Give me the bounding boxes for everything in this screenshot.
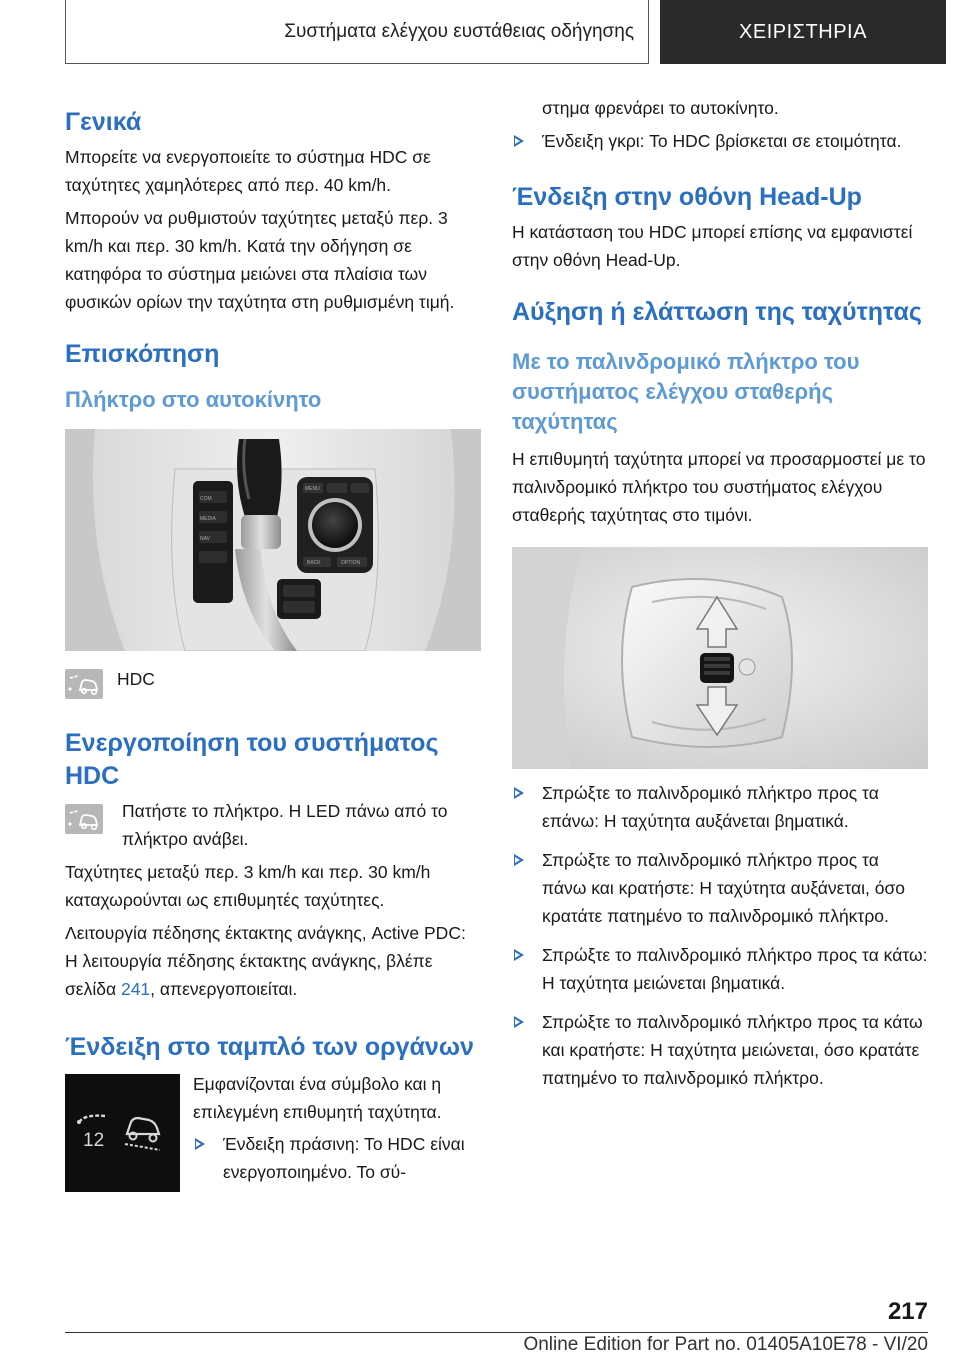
bullet-grey-indicator (512, 127, 928, 155)
header-section-box (65, 0, 649, 64)
header-section-title: Συστήματα ελέγχου ευστάθειας οδήγησης (284, 20, 634, 42)
console-label-back: BACK (307, 560, 321, 566)
cluster-speed-number: 12 (83, 1130, 105, 1151)
left-column (65, 98, 481, 1192)
heading-general: Γενικά (65, 108, 142, 136)
footer-edition: Online Edition for Part no. 01405A10E78 - VI/20 (523, 1334, 928, 1355)
bullet-push-up (512, 779, 928, 835)
paragraph-rocker: Η επιθυμητή ταχύτητα μπορεί να προσαρμοστεί με το παλινδρομικό πλήκτρο του συστήματος ελέγχου σταθερής ταχύτητας στο τιμόνι. (512, 449, 926, 525)
paragraph-general-2: Μπορούν να ρυθμιστούν ταχύτητες μεταξύ περ. 3 km/h και περ. 30 km/h. Κατά την οδήγηση σε κατηφόρα το σύστημα μειώνει στα πλαίσια των φυσικών ορίων την ταχύτητα στη ρυθμισμένη τιμή. (65, 208, 455, 312)
bullet-grey-text: Ένδειξη γκρι: Το HDC βρίσκεται σε ετοιμότητα. (542, 131, 902, 151)
footer-divider (65, 1332, 928, 1333)
emergency-text-a: Λειτουργία πέδησης έκτακτης ανάγκης, Active PDC: Η λειτουργία πέδησης έκτακτης ανάγκης, βλέπε σελίδα (65, 923, 466, 999)
hill-descent-car-icon (65, 669, 103, 699)
page-link-241[interactable]: 241 (120, 979, 151, 999)
bullet-push-down (512, 941, 928, 997)
heading-activate-hdc: Ενεργοποίηση του συστήματος HDC (65, 729, 439, 790)
center-console-illustration (65, 429, 481, 651)
heading-headup: Ένδειξη στην οθόνη Head-Up (512, 183, 862, 211)
heading-overview: Επισκόπηση (65, 340, 220, 368)
hdc-label: HDC (117, 669, 155, 689)
bullet-push-up-hold-text: Σπρώξτε το παλινδρομικό πλήκτρο προς τα πάνω και κρατήστε: Η ταχύτητα αυξάνεται, όσο κρατάτε πατημένο το παλινδρομικό πλήκτρο. (542, 850, 906, 926)
header-chapter-title: ΧΕΙΡΙΣΤΗΡΙΑ (739, 20, 867, 43)
cluster-row (65, 1074, 481, 1192)
cluster-hdc-symbol (65, 1074, 180, 1192)
paragraph-continued: στημα φρενάρει το αυτοκίνητο. (542, 98, 779, 118)
cluster-text (193, 1070, 481, 1186)
steering-wheel-illustration (512, 547, 928, 769)
steering-wheel-rocker-image (512, 547, 928, 769)
hdc-label-row (65, 669, 481, 699)
bullet-push-down-hold-text: Σπρώξτε το παλινδρομικό πλήκτρο προς τα κάτω και κρατήστε: Η ταχύτητα μειώνεται, όσο κρατάτε πατημένο το παλινδρομικό πλήκτρο. (542, 1012, 923, 1088)
rocker-bullets (512, 779, 928, 1092)
triangle-bullet-icon (514, 1016, 524, 1028)
paragraph-headup: Η κατάσταση του HDC μπορεί επίσης να εμφανιστεί στην οθόνη Head-Up. (512, 222, 913, 270)
triangle-bullet-icon (195, 1138, 205, 1150)
console-label-com: COM (200, 496, 212, 502)
paragraph-press-button: Πατήστε το πλήκτρο. Η LED πάνω από το πλήκτρο ανάβει. (122, 801, 448, 849)
triangle-bullet-icon (514, 787, 524, 799)
paragraph-desired-speeds: Ταχύτητες μεταξύ περ. 3 km/h και περ. 30 km/h καταχωρούνται ως επιθυμητές ταχύτητες. (65, 862, 431, 910)
center-console-image (65, 429, 481, 651)
hill-descent-car-icon (65, 804, 103, 834)
page-number: 217 (887, 1298, 928, 1325)
press-button-row (65, 801, 481, 853)
paragraph-symbol-shown: Εμφανίζονται ένα σύμβολο και η επιλεγμένη επιθυμητή ταχύτητα. (193, 1074, 442, 1122)
bullet-green-text: Ένδειξη πράσινη: Το HDC είναι ενεργοποιημένο. Το σύ- (223, 1134, 465, 1182)
heading-instrument-cluster: Ένδειξη στο ταμπλό των οργάνων (65, 1033, 474, 1061)
bullet-push-up-hold (512, 846, 928, 930)
console-label-menu: MENU (305, 486, 320, 492)
header-chapter-box (660, 0, 946, 64)
triangle-bullet-icon (514, 135, 524, 147)
console-label-option: OPTION (341, 560, 361, 566)
heading-button-in-car: Πλήκτρο στο αυτοκίνητο (65, 387, 322, 412)
heading-increase-decrease-speed: Αύξηση ή ελάττωση της ταχύτητας (512, 298, 922, 326)
console-label-media: MEDIA (200, 516, 216, 522)
bullet-push-down-hold (512, 1008, 928, 1092)
heading-rocker-switch: Με το παλινδρομικό πλήκτρο του συστήματος ελέγχου σταθερής ταχύτητας (512, 349, 860, 434)
instrument-cluster-image (65, 1074, 180, 1192)
console-label-nav: NAV (200, 536, 210, 542)
bullet-push-down-text: Σπρώξτε το παλινδρομικό πλήκτρο προς τα κάτω: Η ταχύτητα μειώνεται βηματικά. (542, 945, 928, 993)
bullet-push-up-text: Σπρώξτε το παλινδρομικό πλήκτρο προς τα επάνω: Η ταχύτητα αυξάνεται βηματικά. (542, 783, 879, 831)
paragraph-general-1: Μπορείτε να ενεργοποιείτε το σύστημα HDC σε ταχύτητες χαμηλότερες από περ. 40 km/h. (65, 147, 431, 195)
bullet-green-indicator (193, 1130, 481, 1186)
right-column (512, 98, 928, 1092)
triangle-bullet-icon (514, 854, 524, 866)
triangle-bullet-icon (514, 949, 524, 961)
paragraph-emergency-braking (65, 919, 481, 1003)
emergency-text-b: , απενεργοποιείται. (150, 979, 298, 999)
